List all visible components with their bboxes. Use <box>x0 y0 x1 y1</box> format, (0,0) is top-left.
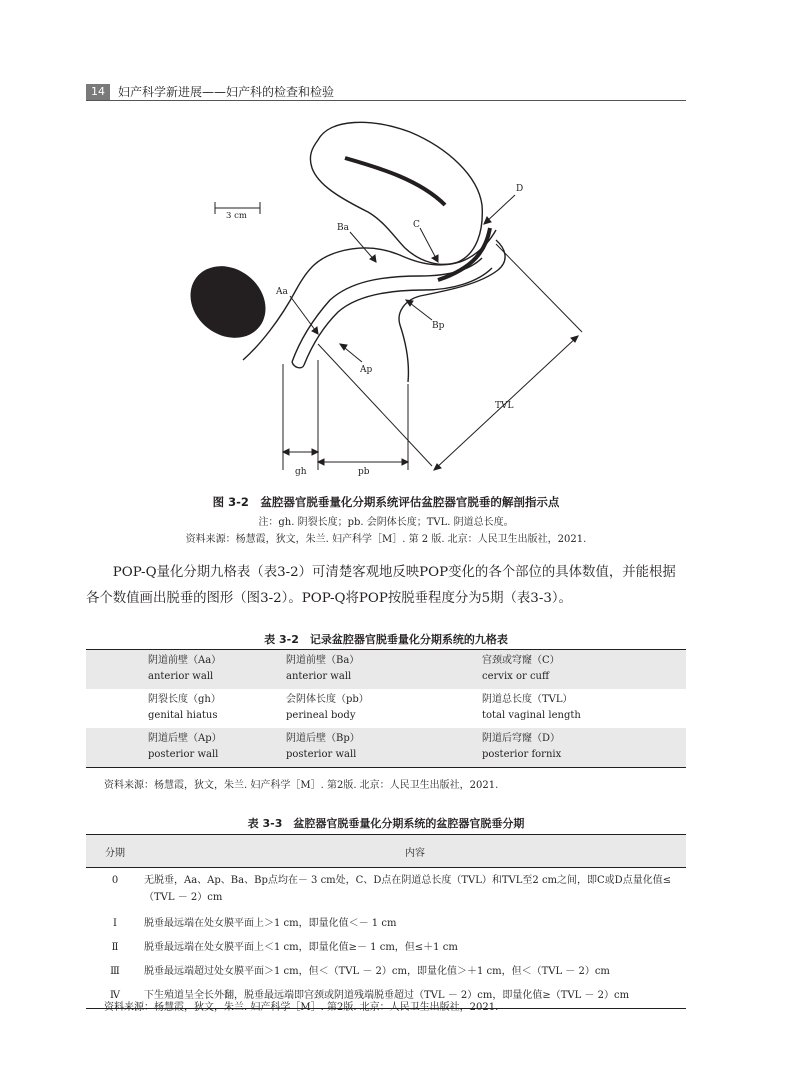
table-row <box>86 650 686 690</box>
content-cell: 脱垂最远端在处女膜平面上＞1 cm，即量化值＜－ 1 cm <box>144 918 397 929</box>
cell-en: anterior wall <box>286 671 352 682</box>
stage-cell: Ⅲ <box>110 966 120 977</box>
uterus-outline <box>310 122 482 264</box>
figure-source: 资料来源：杨慧霞，狄文，朱兰. 妇产科学［M］. 第 2 版. 北京：人民卫生出版社，2021. <box>185 534 587 545</box>
tvl-dimension <box>318 244 582 470</box>
cell-zh: 阴道前壁（Aa） <box>148 655 222 666</box>
table-row <box>86 908 686 934</box>
content-cell: 无脱垂，Aa、Ap、Ba、Bp点均在－ 3 cm处，C、D点在阴道总长度（TVL）和TVL至2 cm之间，即C或D点量化值≤（TVL － 2）cm <box>144 875 672 903</box>
anatomy-figure <box>170 112 610 482</box>
cell-en: posterior wall <box>148 749 219 760</box>
table-row <box>86 868 686 909</box>
header-rule <box>86 100 686 101</box>
cell-en: perineal body <box>286 710 356 721</box>
label-C: C <box>413 220 420 230</box>
stage-cell: Ⅳ <box>110 990 120 1001</box>
cell-en: posterior wall <box>286 749 357 760</box>
cell-zh: 阴道后壁（Bp） <box>286 733 360 744</box>
scale-label: 3 cm <box>226 211 247 221</box>
label-Aa: Aa <box>276 287 288 297</box>
cell-zh: 宫颈或穹窿（C） <box>482 655 560 666</box>
cell-en: total vaginal length <box>482 710 581 721</box>
vaginal-opening <box>292 362 304 368</box>
table-3-2 <box>86 649 686 768</box>
vaginal-wall-lower <box>304 268 492 365</box>
stage-cell: 0 <box>111 875 119 886</box>
table-3-2-title: 表 3-2 记录盆腔器官脱垂量化分期系统的九格表 <box>264 633 508 646</box>
page-number: 14 <box>86 84 110 100</box>
table-row <box>86 958 686 982</box>
running-title: 妇产科学新进展——妇产科的检查和检验 <box>118 85 335 99</box>
cell-zh: 会阴体长度（pb） <box>286 694 369 705</box>
running-header <box>86 84 686 102</box>
cell-zh: 阴道后穹窿（D） <box>482 733 561 744</box>
table-3-3 <box>86 834 686 1009</box>
label-TVL: TVL <box>495 401 514 411</box>
cell-en: cervix or cuff <box>482 671 550 682</box>
stage-cell: Ⅰ <box>113 918 117 929</box>
label-D: D <box>516 184 524 194</box>
table-row <box>86 934 686 958</box>
cell-zh: 阴道前壁（Ba） <box>286 655 360 666</box>
label-Ap: Ap <box>360 365 373 375</box>
cell-zh: 阴道总长度（TVL） <box>482 694 573 705</box>
label-pb: pb <box>358 467 370 477</box>
header-stage: 分期 <box>86 835 144 868</box>
posterior-fornix-line <box>438 228 490 280</box>
stage-cell: Ⅱ <box>111 942 119 953</box>
table-row <box>86 728 686 768</box>
cell-en: genital hiatus <box>148 710 218 721</box>
cell-zh: 阴道后壁（Ap） <box>148 733 222 744</box>
table-3-2-source: 资料来源：杨慧霞，狄文，朱兰. 妇产科学［M］. 第2版. 北京：人民卫生出版社，2021. <box>104 780 499 791</box>
content-cell: 脱垂最远端超过处女膜平面＞1 cm，但＜（TVL － 2）cm，即量化值＞＋1 cm，但＜（TVL － 2）cm <box>144 966 610 977</box>
content-cell: 下生殖道呈全长外翻，脱垂最远端即宫颈或阴道残端脱垂超过（TVL － 2）cm，即量化值≥（TVL － 2）cm <box>144 990 630 1001</box>
label-Bp: Bp <box>432 321 445 331</box>
cell-en: posterior fornix <box>482 749 562 760</box>
table-3-3-source: 资料来源：杨慧霞，狄文，朱兰. 妇产科学［M］. 第2版. 北京：人民卫生出版社，2021. <box>104 1002 499 1013</box>
label-Ba: Ba <box>337 223 349 233</box>
anatomy-diagram <box>170 112 610 482</box>
cell-en: anterior wall <box>148 671 214 682</box>
uterine-cavity <box>345 158 445 205</box>
cell-zh: 阴裂长度（gh） <box>148 694 221 705</box>
header-content: 内容 <box>144 835 686 868</box>
figure-caption: 图 3-2 盆腔器官脱垂量化分期系统评估盆腔器官脱垂的解剖指示点 <box>212 495 560 509</box>
table-header-row <box>86 835 686 868</box>
content-cell: 脱垂最远端在处女膜平面上＜1 cm，即量化值≥－ 1 cm，但≤＋1 cm <box>144 942 458 953</box>
body-paragraph: POP-Q量化分期九格表（表3-2）可清楚客观地反映POP变化的各个部位的具体数值，并能根据各个数值画出脱垂的图形（图3-2）。POP-Q将POP按脱垂程度分为5期（表3-3）。 <box>86 565 676 606</box>
gh-pb-dimensions <box>283 360 408 470</box>
figure-note: 注：gh. 阴裂长度；pb. 会阴体长度；TVL. 阴道总长度。 <box>258 517 514 528</box>
table-3-3-title: 表 3-3 盆腔器官脱垂量化分期系统的盆腔器官脱垂分期 <box>247 817 525 830</box>
label-gh: gh <box>295 467 307 477</box>
table-row <box>86 689 686 728</box>
pointer-arrows <box>290 195 515 362</box>
